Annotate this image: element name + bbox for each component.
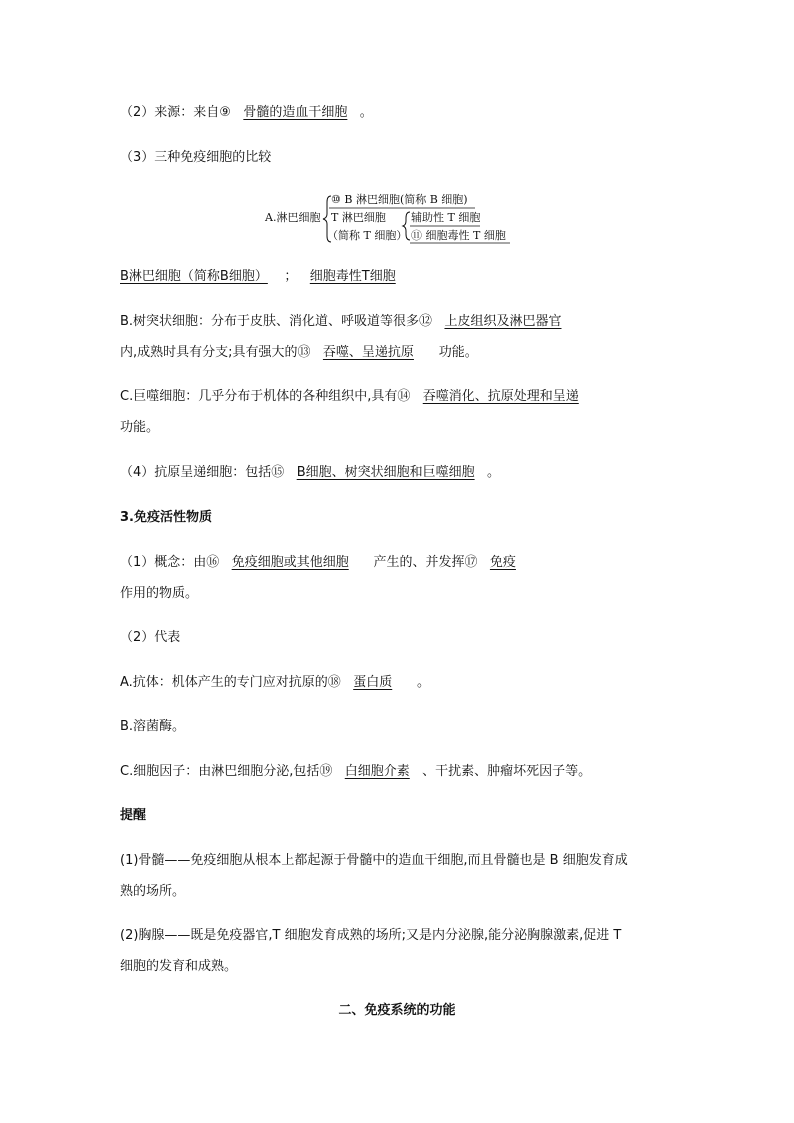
answer-16: 免疫细胞或其他细胞 <box>231 555 349 570</box>
answer-12: 上皮组织及淋巴器官 <box>444 314 562 329</box>
macrophage-line-1 <box>120 388 579 406</box>
macrophage-line-2: 功能。 <box>120 420 160 435</box>
period: 。 <box>359 105 373 120</box>
answers-10-11 <box>120 268 396 286</box>
answer-14: 吞噬消化、抗原处理和呈递 <box>422 389 579 404</box>
answer-19: 白细胞介素 <box>344 764 410 779</box>
cytokine-text: C.细胞因子：由淋巴细胞分泌,包括⑲ <box>120 764 333 779</box>
concept-line-1 <box>120 554 516 572</box>
answer-13: 吞噬、呈递抗原 <box>322 345 414 360</box>
reminder-1-line-2: 熟的场所。 <box>120 884 186 899</box>
answer-11: 细胞毒性T细胞 <box>309 269 396 284</box>
function-word: 功能。 <box>438 345 478 360</box>
concept-line-2: 作用的物质。 <box>120 586 199 601</box>
answer-17: 免疫 <box>489 555 516 570</box>
dendritic-line-2 <box>120 344 478 362</box>
period: 。 <box>417 675 431 690</box>
antibody-line <box>120 674 430 692</box>
concept-text: （1）概念：由⑯ <box>120 555 220 570</box>
comparison-heading: （3）三种免疫细胞的比较 <box>120 150 272 165</box>
source-label: （2）来源：来自⑨ <box>120 105 231 120</box>
cytokine-line <box>120 763 591 781</box>
answer-9: 骨髓的造血干细胞 <box>243 105 348 120</box>
diagram-t-cell-alias: （简称 T 细胞） <box>327 229 408 242</box>
reminder-2-line-1: (2)胸腺——既是免疫器官,T 细胞发育成熟的场所;又是内分泌腺,能分泌胸腺激素,促进 T <box>120 928 622 943</box>
period: 。 <box>487 465 501 480</box>
representatives-heading: （2）代表 <box>120 630 181 645</box>
answer-18: 蛋白质 <box>353 675 393 690</box>
answer-10: B淋巴细胞（简称B细胞） <box>120 269 268 284</box>
apc-line <box>120 464 500 482</box>
reminder-2-line-2: 细胞的发育和成熟。 <box>120 959 238 974</box>
dendritic-text-2: 内,成熟时具有分支;具有强大的⑬ <box>120 345 311 360</box>
macrophage-text: C.巨噬细胞：几乎分布于机体的各种组织中,具有⑭ <box>120 389 411 404</box>
section-heading-immune-function: 二、免疫系统的功能 <box>338 1003 456 1018</box>
diagram-root: A.淋巴细胞 <box>265 211 321 224</box>
separator: ； <box>284 269 298 284</box>
cytokine-suffix: 、干扰素、肿瘤坏死因子等。 <box>422 764 592 779</box>
lysozyme-line: B.溶菌酶。 <box>120 719 186 734</box>
source-line <box>120 104 373 122</box>
antibody-text: A.抗体：机体产生的专门应对抗原的⑱ <box>120 675 341 690</box>
answer-15: B细胞、树突状细胞和巨噬细胞 <box>296 465 475 480</box>
reminder-1-line-1: (1)骨髓——免疫细胞从根本上都起源于骨髓中的造血干细胞,而且骨髓也是 B 细胞发育成 <box>120 853 628 868</box>
lymphocyte-diagram <box>265 192 515 246</box>
diagram-cytotoxic-t: ⑪ 细胞毒性 T 细胞 <box>411 229 506 242</box>
section-heading-active-substances: 3.免疫活性物质 <box>120 510 212 525</box>
diagram-helper-t: 辅助性 T 细胞 <box>411 211 481 224</box>
diagram-b-cell: ⑩ B 淋巴细胞(简称 B 细胞) <box>331 193 468 206</box>
reminder-heading: 提醒 <box>120 808 147 823</box>
apc-text: （4）抗原呈递细胞：包括⑮ <box>120 465 285 480</box>
diagram-t-cell: T 淋巴细胞 <box>331 211 386 224</box>
dendritic-line-1 <box>120 313 561 331</box>
concept-mid: 产生的、并发挥⑰ <box>373 555 478 570</box>
dendritic-text: B.树突状细胞：分布于皮肤、消化道、呼吸道等很多⑫ <box>120 314 433 329</box>
